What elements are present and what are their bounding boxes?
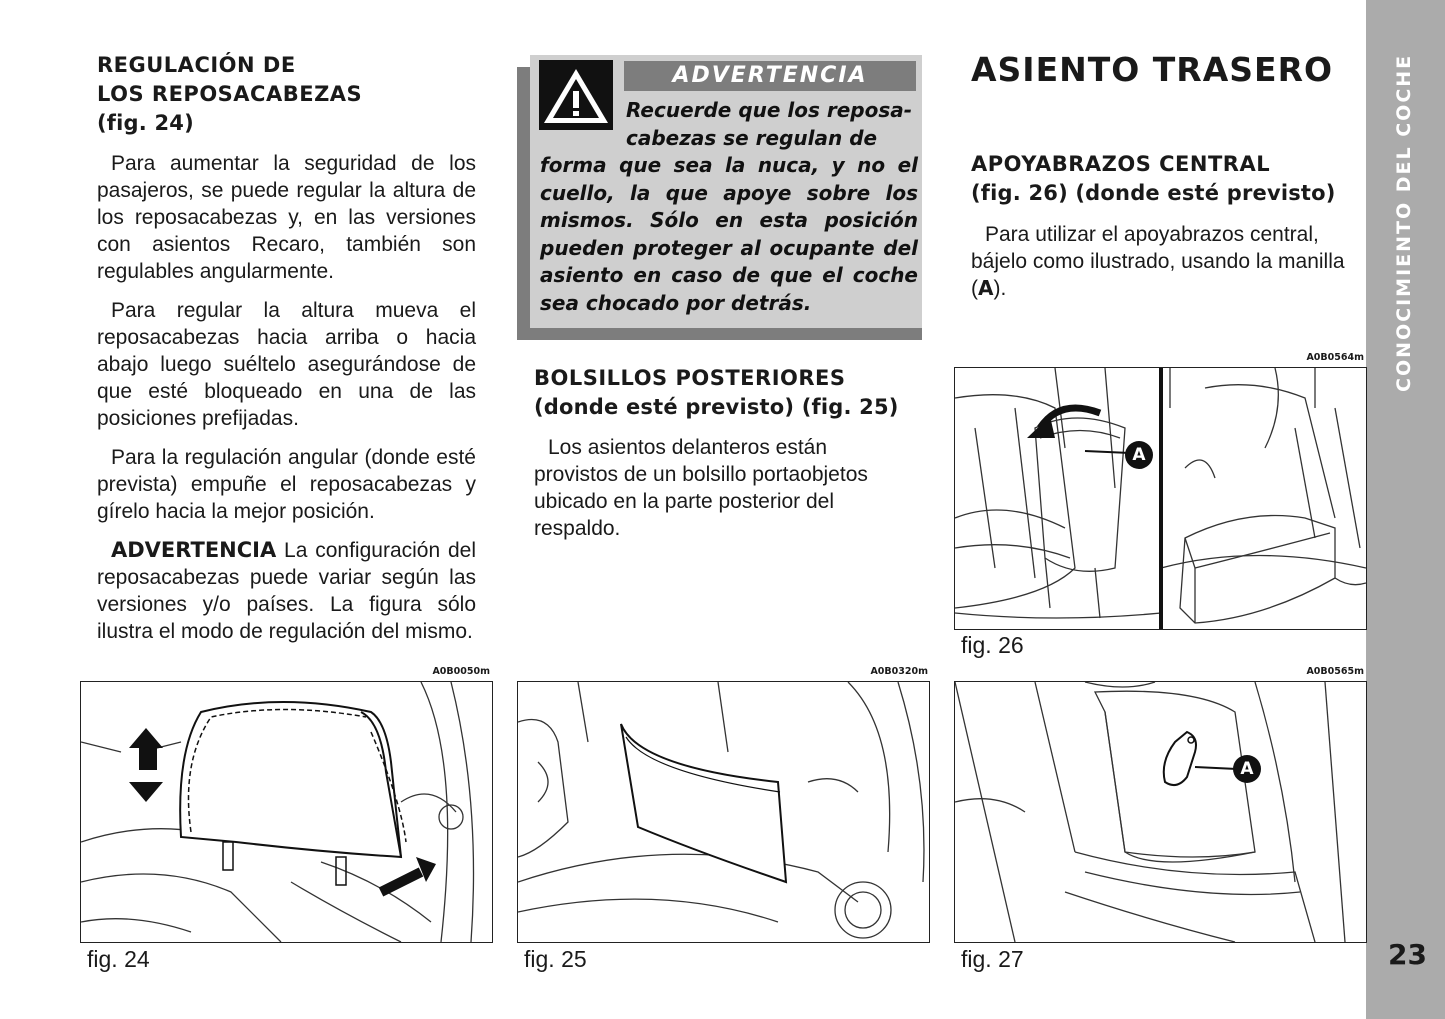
callout-ref: A [978,276,994,300]
paragraph: Los asientos delanteros están provistos de un bolsillo portaobjetos ubicado en la parte posterior del respaldo. [534,436,868,540]
figure-caption: fig. 27 [961,946,1024,972]
heading-line: BOLSILLOS POSTERIORES [534,366,846,390]
section-title-vertical: CONOCIMIENTO DEL COCHE [1393,53,1415,392]
heading-line: (donde esté previsto) (fig. 25) [534,395,899,419]
heading-line: REGULACIÓN DE [97,53,296,77]
callout-a-marker: A [1125,441,1153,469]
figure-caption: fig. 25 [524,946,587,972]
section-heading-pockets [534,364,924,422]
heading-line: APOYABRAZOS CENTRAL [971,152,1271,176]
heading-line: (fig. 26) (donde esté previsto) [971,181,1336,205]
paragraph: Para aumentar la seguridad de los pasajeros, se puede regular la altura de los reposacabezas y, en las versiones con asientos Recaro, también son regulables angularmente. [97,152,476,283]
heading-figure-ref: (fig. 24) [97,111,194,135]
figure-25-rear-pocket [517,681,930,943]
section-heading-armrest [971,150,1361,208]
page-title: ASIENTO TRASERO [971,50,1334,89]
warning-lead-line: cabezas se regulan de [626,125,878,150]
paragraph: Para regular la altura mueva el reposacabezas hacia arriba o hacia abajo luego suéltelo asegurándose de que esté bloqueado en una de las posiciones prefijadas. [97,299,476,430]
paragraph-warning [97,537,476,645]
paragraph: Para la regulación angular (donde esté prevista) empuñe el reposacabezas y gírelo hacia la mejor posición. [97,446,476,523]
section-heading-headrests [97,51,487,138]
pockets-body [534,434,913,554]
heading-line: LOS REPOSACABEZAS [97,82,363,106]
handle-illustration [955,682,1366,942]
headrest-illustration [81,682,492,942]
figure-code: A0B0320m [870,666,928,677]
headrests-body [97,150,476,657]
warning-body [540,97,918,317]
figure-caption: fig. 24 [87,946,150,972]
warning-label: ADVERTENCIA [111,538,277,562]
callout-a-marker: A [1233,755,1261,783]
figure-24-headrest [80,681,493,943]
warning-box [530,55,922,328]
warning-title: ADVERTENCIA [624,61,916,91]
warning-lead-line: Recuerde que los reposa- [626,98,913,122]
warning-text: La configuración del reposacabezas puede variar según las versiones y/o países. La figura sólo ilustra el modo de regulación del mismo. [97,539,476,643]
figure-26-rear-seat-armrest [954,367,1367,630]
warning-text: forma que sea la nuca, y no el cuello, la que apoye sobre los mismos. Sólo en esta posición pueden proteger al ocupante del asiento en caso de que el coche sea chocado por detrás. [540,153,918,315]
figure-code: A0B0565m [1306,666,1364,677]
armrest-illustration [955,368,1366,629]
page-number: 23 [1388,938,1427,971]
figure-code: A0B0564m [1306,352,1364,363]
armrest-body [971,221,1356,314]
paragraph: Para utilizar el apoyabrazos central, bájelo como ilustrado, usando la manilla (A). [971,223,1345,300]
figure-caption: fig. 26 [961,632,1024,658]
pocket-illustration [518,682,929,942]
figure-code: A0B0050m [432,666,490,677]
figure-27-armrest-handle [954,681,1367,943]
